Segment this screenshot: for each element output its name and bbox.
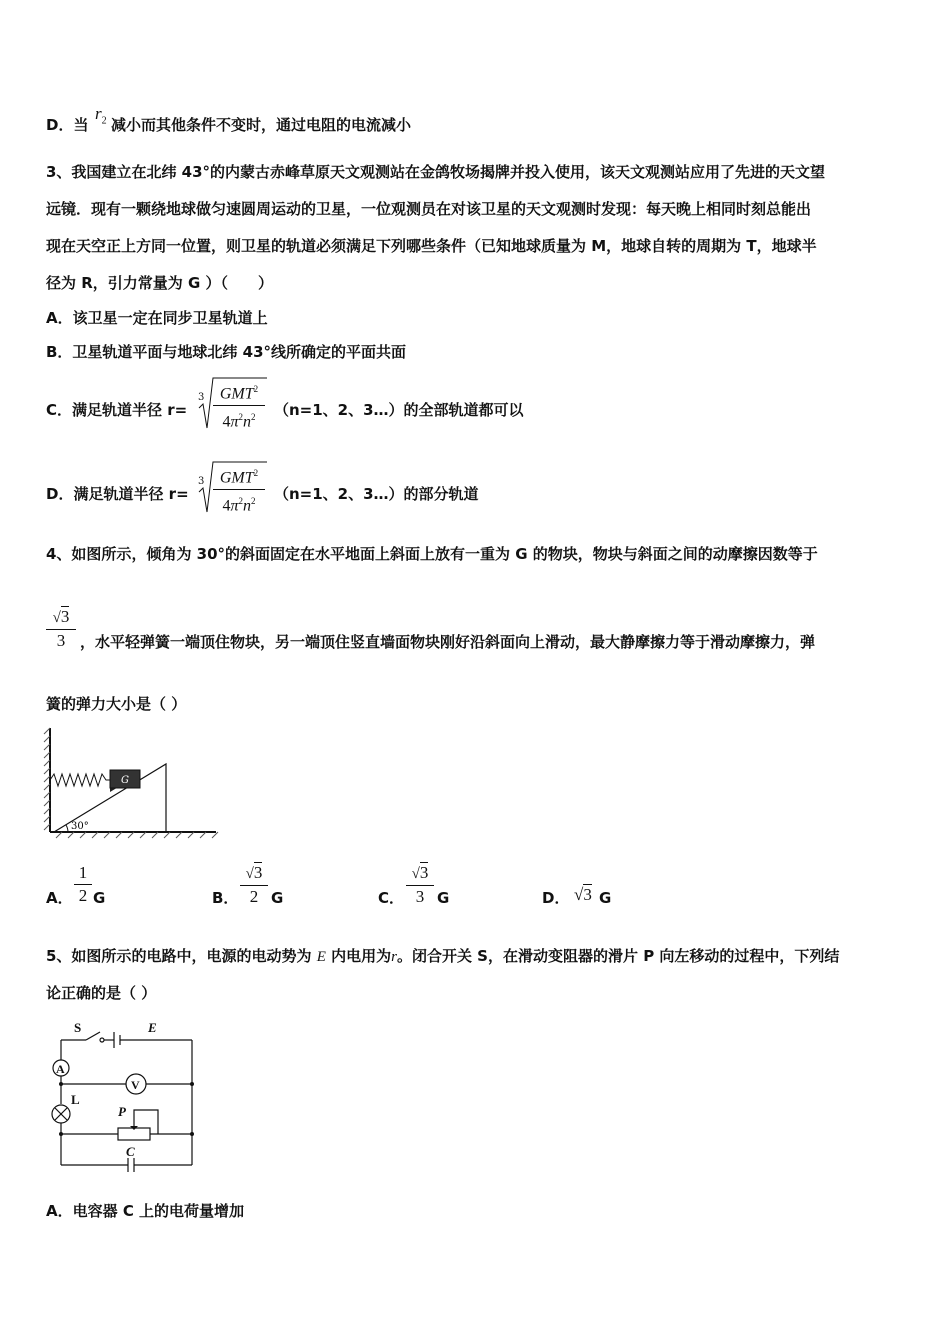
prev-option-d [46,115,88,135]
lamp-label: L [71,1092,80,1107]
q3-line-2: 远镜．现有一颗绕地球做匀速圆周运动的卫星，一位观测员在对该卫星的天文观测时发现：每天晚上相同时刻总能出 [46,200,812,218]
option-d-label: D．当 [46,116,89,134]
q4-option-b-label: B． [212,889,239,907]
q4-line-3: 簧的弹力大小是（ ） [46,695,187,713]
switch-label: S [74,1020,82,1035]
block-label: G [121,775,129,786]
q3-option-c-suffix: （n=1、2、3…）的全部轨道都可以 [274,401,524,419]
q3-option-d-prefix: D．满足轨道半径 r= [46,485,189,503]
q3-option-c-prefix: C．满足轨道半径 r= [46,401,188,419]
prev-option-d-text: 减小而其他条件不变时，通过电阻的电流减小 [111,116,412,134]
q4-option-d-radical: √3 [574,885,592,904]
ammeter-label: A [56,1062,65,1076]
q4-option-c-fraction: √3 3 [406,863,434,907]
circuit-diagram [46,1020,206,1172]
q3-line-1: 3、我国建立在北纬 43°的内蒙古赤峰草原天文观测站在金鸽牧场揭牌并投入使用，该天文观测站应用了先进的天文望 [46,163,826,181]
emf-label: E [148,1020,157,1035]
capacitor-label: C [126,1144,135,1159]
q4-option-c-label: C． [378,889,405,907]
q4-option-a-fraction: 1 2 [74,863,92,906]
r2-symbol: $r_2$ [95,104,107,127]
q4-option-d-unit: G [599,889,612,907]
orbit-radius-formula-d: 3 GMT$^2$ $4\pi^2n^2$ [197,460,269,514]
q4-option-a-label: A． [46,889,73,907]
q4-option-d-label: D． [542,889,570,907]
orbit-radius-formula-c: 3 GMT$^2$ $4\pi^2n^2$ [197,376,269,430]
q5-line-1: 5、如图所示的电路中，电源的电动势为 E 内电用为r。闭合开关 S，在滑动变阻器的滑片 P 向左移动的过程中，下列结 [46,947,840,965]
q4-option-b-unit: G [271,889,284,907]
slider-label: P [118,1104,126,1119]
q4-option-c-unit: G [437,889,450,907]
q3-option-a: A．该卫星一定在同步卫星轨道上 [46,309,268,327]
q4-line-1: 4、如图所示，倾角为 30°的斜面固定在水平地面上斜面上放有一重为 G 的物块，物块与斜面之间的动摩擦因数等于 [46,545,818,563]
angle-label: 30° [71,821,89,832]
q3-option-d-suffix: （n=1、2、3…）的部分轨道 [274,485,479,503]
q3-line-3: 现在天空正上方同一位置，则卫星的轨道必须满足下列哪些条件（已知地球质量为 M，地球自转的周期为 T，地球半 [46,237,817,255]
q5-option-a: A．电容器 C 上的电荷量增加 [46,1202,245,1220]
formula-denominator: $4\pi^2n^2$ [222,412,256,431]
q5-line-2: 论正确的是（ ） [46,984,157,1002]
q3-option-b: B．卫星轨道平面与地球北纬 43°线所确定的平面共面 [46,343,407,361]
voltmeter-label: V [131,1078,140,1092]
q4-option-a-unit: G [93,889,106,907]
friction-coefficient-fraction: √3 3 [46,607,76,651]
formula-numerator: GMT$^2$ [219,384,259,403]
q4-line-2: ，水平轻弹簧一端顶住物块，另一端顶住竖直墙面物块刚好沿斜面向上滑动，最大静摩擦力等于滑动摩擦力，弹 [80,633,816,651]
q3-line-4: 径为 R，引力常量为 G ）（ ） [46,274,274,292]
incline-spring-figure [44,726,219,838]
q4-option-b-fraction: √3 2 [240,863,268,907]
